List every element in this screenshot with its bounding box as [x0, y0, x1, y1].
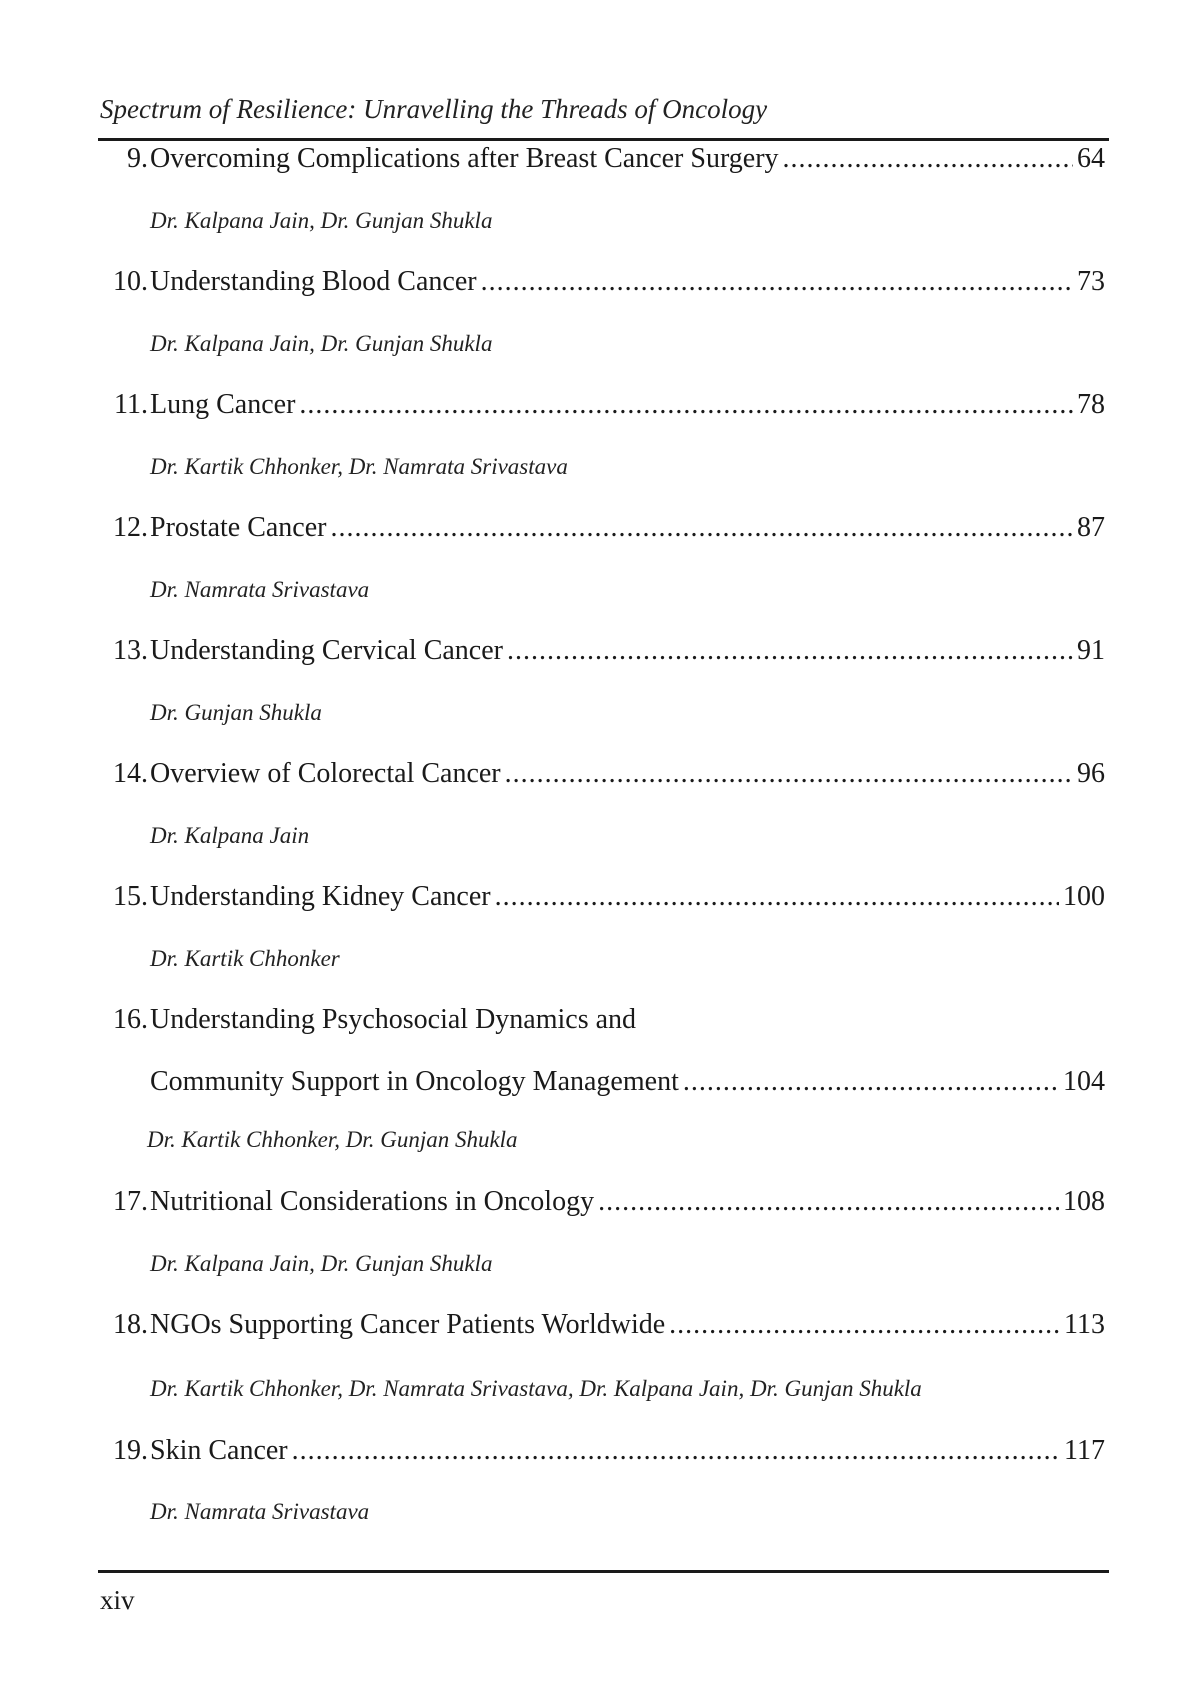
entry-authors: Dr. Kartik Chhonker, Dr. Namrata Srivastava, Dr. Kalpana Jain, Dr. Gunjan Shukla [150, 1376, 922, 1401]
entry-title: Community Support in Oncology Management [150, 1066, 679, 1097]
entry-title: Understanding Blood Cancer [150, 266, 477, 297]
entry-authors: Dr. Kartik Chhonker [150, 946, 340, 971]
entry-number: 19. [113, 1435, 148, 1466]
header-rule [98, 138, 1109, 141]
dot-leader [598, 1186, 1059, 1218]
dot-leader [669, 1309, 1060, 1341]
entry-authors: Dr. Kalpana Jain [150, 823, 310, 848]
entry-page-number: 113 [1064, 1309, 1105, 1340]
entry-page-number: 108 [1063, 1186, 1105, 1217]
entry-number: 9. [127, 143, 148, 174]
entry-number: 12. [113, 512, 148, 543]
entry-authors: Dr. Kalpana Jain, Dr. Gunjan Shukla [150, 331, 493, 356]
entry-authors: Dr. Kartik Chhonker, Dr. Gunjan Shukla [147, 1127, 518, 1152]
entry-number: 14. [113, 758, 148, 789]
entry-authors: Dr. Kalpana Jain, Dr. Gunjan Shukla [150, 208, 493, 233]
dot-leader [507, 635, 1073, 667]
entry-authors: Dr. Gunjan Shukla [150, 700, 322, 725]
entry-page-number: 78 [1077, 389, 1105, 420]
dot-leader [683, 1066, 1059, 1098]
entry-title: Skin Cancer [150, 1435, 288, 1466]
entry-title: Overcoming Complications after Breast Cancer Surgery [150, 143, 779, 174]
running-header: Spectrum of Resilience: Unravelling the Threads of Oncology [100, 94, 768, 124]
entry-number: 17. [113, 1186, 148, 1217]
entry-page-number: 100 [1063, 881, 1105, 912]
dot-leader [331, 512, 1074, 544]
entry-page-number: 64 [1077, 143, 1105, 174]
entry-title: Understanding Cervical Cancer [150, 635, 503, 666]
entry-number: 13. [113, 635, 148, 666]
entry-title: Lung Cancer [150, 389, 296, 420]
dot-leader [481, 266, 1073, 298]
entry-number: 16. [113, 1004, 148, 1035]
entry-title: NGOs Supporting Cancer Patients Worldwide [150, 1309, 666, 1340]
entry-title-line1: Understanding Psychosocial Dynamics and [150, 1004, 637, 1035]
entry-page-number: 91 [1077, 635, 1105, 666]
dot-leader [292, 1435, 1060, 1467]
entry-page-number: 73 [1077, 266, 1105, 297]
entry-title: Prostate Cancer [150, 512, 327, 543]
entry-number: 10. [113, 266, 148, 297]
entry-authors: Dr. Namrata Srivastava [150, 577, 370, 602]
dot-leader [299, 389, 1073, 421]
entry-number: 11. [114, 389, 148, 420]
page-number: xiv [100, 1585, 135, 1615]
dot-leader [495, 881, 1059, 913]
entry-page-number: 117 [1064, 1435, 1105, 1466]
dot-leader [505, 758, 1073, 790]
entry-title: Overview of Colorectal Cancer [150, 758, 501, 789]
entry-authors: Dr. Kalpana Jain, Dr. Gunjan Shukla [150, 1251, 493, 1276]
entry-page-number: 96 [1077, 758, 1105, 789]
dot-leader [783, 143, 1073, 175]
entry-number: 15. [113, 881, 148, 912]
entry-authors: Dr. Kartik Chhonker, Dr. Namrata Srivastava [150, 454, 568, 479]
footer-rule [98, 1570, 1109, 1573]
entry-title: Understanding Kidney Cancer [150, 881, 491, 912]
entry-page-number: 87 [1077, 512, 1105, 543]
entry-number: 18. [113, 1309, 148, 1340]
entry-page-number: 104 [1063, 1066, 1105, 1097]
entry-authors: Dr. Namrata Srivastava [150, 1499, 370, 1524]
entry-title: Nutritional Considerations in Oncology [150, 1186, 595, 1217]
